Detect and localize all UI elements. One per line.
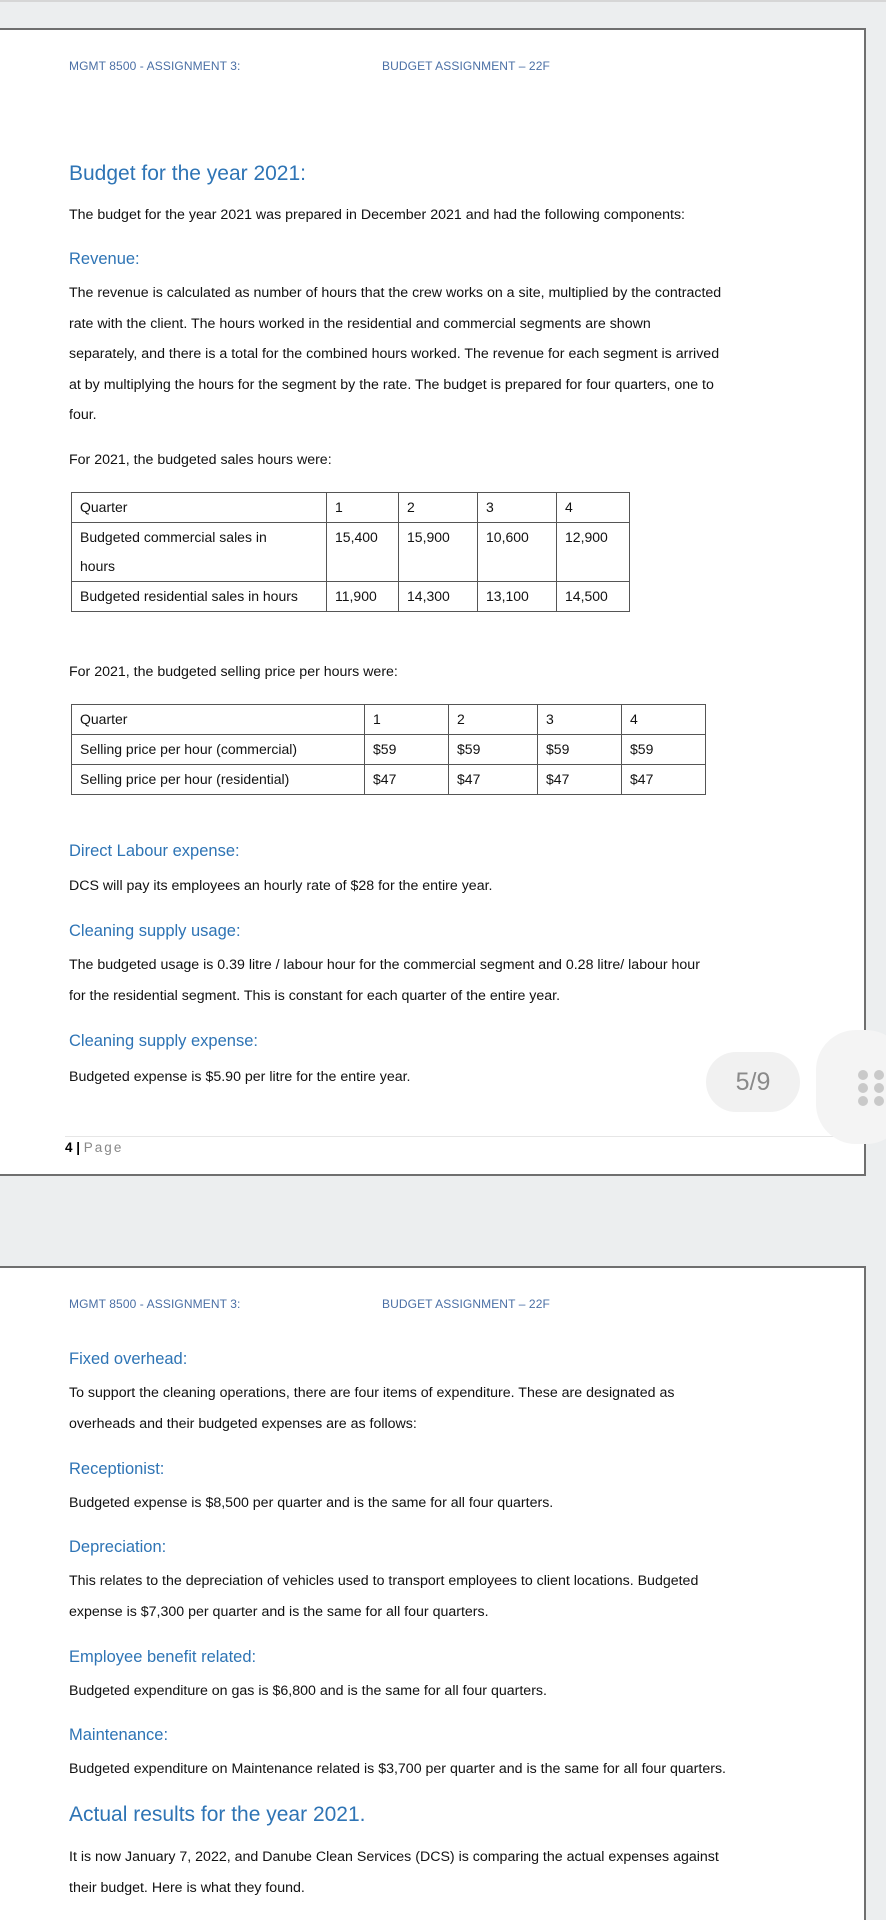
page-indicator-badge: 5/9 [706, 1052, 800, 1112]
table-header-row [72, 705, 706, 735]
table-row [72, 765, 706, 795]
table-cell: $59 [365, 735, 449, 765]
table-cell: 14,300 [399, 582, 478, 612]
revenue-line: at by multiplying the hours for the segment by the rate. The budget is prepared for four quarters, one to [69, 376, 714, 393]
footer-separator: | [72, 1140, 84, 1155]
actual-results-title: Actual results for the year 2021. [69, 1803, 366, 1826]
table-cell: 3 [478, 493, 557, 523]
supply-expense-paragraph: Budgeted expense is $5.90 per litre for the entire year. [69, 1069, 411, 1085]
table-cell: 10,600 [478, 523, 557, 582]
table-cell: $47 [449, 765, 538, 795]
maintenance-paragraph: Budgeted expenditure on Maintenance related is $3,700 per quarter and is the same for all four quarters. [69, 1761, 726, 1777]
receptionist-paragraph: Budgeted expense is $8,500 per quarter and is the same for all four quarters. [69, 1495, 554, 1511]
footer-rule [65, 1136, 875, 1137]
document-page-4[interactable] [0, 28, 866, 1176]
actual-line: their budget. Here is what they found. [69, 1879, 305, 1896]
table-cell: $47 [365, 765, 449, 795]
supply-usage-heading: Cleaning supply usage: [69, 922, 241, 940]
actual-results-paragraph [69, 1842, 719, 1903]
table-cell: Quarter [72, 705, 365, 735]
table-cell: 2 [449, 705, 538, 735]
employee-benefit-paragraph: Budgeted expenditure on gas is $6,800 and is the same for all four quarters. [69, 1683, 547, 1699]
table-cell: $59 [622, 735, 706, 765]
table-cell: 4 [557, 493, 630, 523]
labour-paragraph: DCS will pay its employees an hourly rate of $28 for the entire year. [69, 878, 493, 894]
revenue-paragraph [69, 278, 721, 431]
footer-page-number: 4 [65, 1140, 73, 1155]
label-line: Budgeted commercial sales in [80, 529, 267, 545]
table-cell: $59 [538, 735, 622, 765]
overhead-line: To support the cleaning operations, there are four items of expenditure. These are designated as [69, 1385, 675, 1401]
table-cell: $59 [449, 735, 538, 765]
revenue-line: four. [69, 407, 97, 423]
table-cell-label: Budgeted residential sales in hours [72, 582, 327, 612]
maintenance-heading: Maintenance: [69, 1726, 169, 1744]
supply-expense-heading: Cleaning supply expense: [69, 1032, 258, 1050]
employee-benefit-heading: Employee benefit related: [69, 1648, 257, 1666]
hours-intro: For 2021, the budgeted sales hours were: [69, 452, 332, 468]
revenue-line: rate with the client. The hours worked in the residential and commercial segments are shown [69, 315, 651, 332]
table-row [72, 582, 630, 612]
table-cell: 13,100 [478, 582, 557, 612]
viewer-top-edge [0, 0, 886, 2]
document-page-5[interactable] [0, 1266, 866, 1920]
table-cell-label: Selling price per hour (residential) [72, 765, 365, 795]
table-row [72, 735, 706, 765]
table-cell: $47 [538, 765, 622, 795]
table-header-row [72, 493, 630, 523]
fixed-overhead-paragraph [69, 1378, 674, 1439]
table-cell: Quarter [72, 493, 327, 523]
footer-page-word: Page [83, 1140, 124, 1155]
intro-paragraph: The budget for the year 2021 was prepared in December 2021 and had the following components: [69, 207, 685, 223]
budgeted-hours-table [71, 492, 630, 612]
table-cell: 15,900 [399, 523, 478, 582]
receptionist-heading: Receptionist: [69, 1460, 165, 1478]
revenue-heading: Revenue: [69, 250, 140, 268]
label-line: hours [80, 558, 116, 574]
usage-line: The budgeted usage is 0.39 litre / labour hour for the commercial segment and 0.28 litre/ labour hour [69, 957, 700, 973]
table-cell: 3 [538, 705, 622, 735]
header-assignment-label: BUDGET ASSIGNMENT – 22F [382, 1297, 550, 1311]
table-cell: 1 [365, 705, 449, 735]
fixed-overhead-heading: Fixed overhead: [69, 1350, 188, 1368]
table-cell-label [72, 523, 327, 582]
table-cell: 4 [622, 705, 706, 735]
supply-usage-paragraph [69, 950, 700, 1011]
header-assignment-label: BUDGET ASSIGNMENT – 22F [382, 59, 550, 73]
table-cell: 14,500 [557, 582, 630, 612]
drag-handle-icon[interactable] [858, 1070, 886, 1106]
table-cell: 12,900 [557, 523, 630, 582]
selling-price-table [71, 704, 706, 795]
table-cell: 15,400 [327, 523, 399, 582]
usage-line: for the residential segment. This is constant for each quarter of the entire year. [69, 987, 561, 1004]
table-cell-label: Selling price per hour (commercial) [72, 735, 365, 765]
revenue-line: The revenue is calculated as number of hours that the crew works on a site, multiplied by the contracted [69, 285, 722, 301]
table-cell: 1 [327, 493, 399, 523]
table-cell: 2 [399, 493, 478, 523]
actual-line: It is now January 7, 2022, and Danube Clean Services (DCS) is comparing the actual expenses against [69, 1849, 719, 1865]
depreciation-paragraph [69, 1566, 698, 1627]
depreciation-line: This relates to the depreciation of vehicles used to transport employees to client locations. Budgeted [69, 1573, 699, 1589]
depreciation-heading: Depreciation: [69, 1538, 167, 1556]
table-cell: 11,900 [327, 582, 399, 612]
price-intro: For 2021, the budgeted selling price per hours were: [69, 664, 398, 680]
section-title-budget-2021: Budget for the year 2021: [69, 162, 306, 185]
table-cell: $47 [622, 765, 706, 795]
header-course-label: MGMT 8500 - ASSIGNMENT 3: [69, 1297, 241, 1311]
table-row [72, 523, 630, 582]
page-footer [65, 1140, 123, 1155]
depreciation-line: expense is $7,300 per quarter and is the same for all four quarters. [69, 1603, 489, 1620]
header-course-label: MGMT 8500 - ASSIGNMENT 3: [69, 59, 241, 73]
overhead-line: overheads and their budgeted expenses are as follows: [69, 1415, 417, 1432]
labour-heading: Direct Labour expense: [69, 842, 240, 860]
revenue-line: separately, and there is a total for the combined hours worked. The revenue for each segment is arrived [69, 346, 720, 362]
